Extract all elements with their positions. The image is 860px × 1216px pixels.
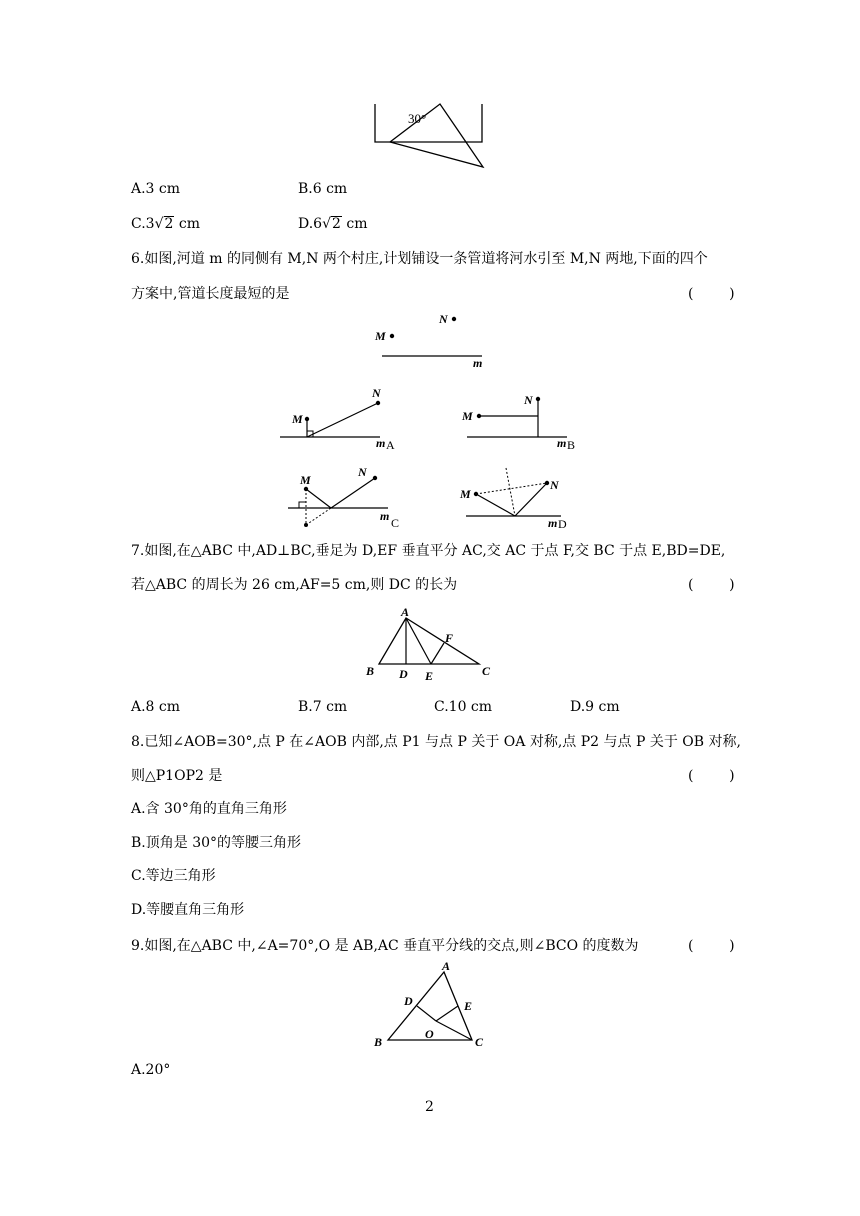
q5-option-d-unit: cm (341, 216, 368, 232)
q5-option-d-coef: D.6 (298, 216, 323, 232)
q9-label-c: C (475, 1035, 484, 1049)
q6-answer-blank: ( ) (688, 286, 735, 302)
q7-answer-blank: ( ) (688, 577, 735, 593)
q6c-option-letter: C (391, 516, 400, 530)
q6-stem-line2: 方案中,管道长度最短的是 (131, 286, 290, 302)
q6c-label-n: N (358, 465, 367, 479)
q6b-label-m: M (462, 409, 473, 423)
q6-main-figure (370, 310, 500, 370)
q6-option-b-figure (462, 385, 587, 455)
q6-option-c-figure (285, 462, 410, 534)
q6-label-m-point: M (375, 329, 386, 343)
q6-option-a-figure (280, 385, 405, 455)
q7-label-d: D (399, 667, 408, 681)
sqrt-icon: √ (154, 216, 164, 232)
q8-stem-line2: 则△P1OP2 是 (131, 768, 223, 784)
q5-option-c-unit: cm (174, 216, 200, 232)
q7-option-a: A.8 cm (131, 699, 181, 715)
q5-angle-label: 30° (408, 111, 427, 126)
q9-stem-line1: 9.如图,在△ABC 中,∠A=70°,O 是 AB,AC 垂直平分线的交点,则∠BCO 的度数为 (131, 938, 639, 954)
sqrt-icon: √ (322, 216, 332, 232)
q6b-option-letter: B (567, 438, 576, 452)
q6-option-d-figure (458, 462, 583, 534)
q7-label-e: E (425, 669, 434, 683)
q6d-label-m: M (460, 487, 471, 501)
q7-label-a: A (401, 605, 410, 619)
q5-option-d (298, 215, 368, 233)
q7-label-b: B (366, 664, 375, 678)
q6b-label-n: N (524, 393, 533, 407)
q6-stem-line1: 6.如图,河道 m 的同侧有 M,N 两个村庄,计划铺设一条管道将河水引至 M,N 两地,下面的四个 (131, 251, 708, 267)
q6-label-n-point: N (439, 312, 448, 326)
q5-option-c-coef: C.3 (131, 216, 155, 232)
q5-option-b: B.6 cm (298, 181, 348, 197)
q7-figure (362, 606, 502, 684)
q6d-label-river: m (548, 516, 558, 530)
q7-stem-line1: 7.如图,在△ABC 中,AD⊥BC,垂足为 D,EF 垂直平分 AC,交 AC 于点 F,交 BC 于点 E,BD=DE, (131, 543, 726, 559)
q6b-label-river: m (557, 436, 567, 450)
q9-label-d: D (404, 994, 413, 1008)
q9-label-e: E (464, 999, 473, 1013)
q9-label-b: B (374, 1035, 383, 1049)
q7-label-f: F (445, 631, 454, 645)
q7-option-c: C.10 cm (434, 699, 493, 715)
q6d-option-letter: D (558, 517, 567, 531)
q5-figure (370, 104, 495, 170)
q7-label-c: C (482, 664, 491, 678)
q9-label-a: A (442, 959, 451, 973)
q6c-label-m: M (300, 473, 311, 487)
q5-option-a: A.3 cm (131, 181, 181, 197)
q9-option-a: A.20° (131, 1062, 171, 1078)
q5-option-c-radicand: 2 (164, 216, 174, 232)
q5-option-c (131, 215, 200, 233)
q8-option-b: B.顶角是 30°的等腰三角形 (131, 835, 302, 851)
q6d-label-n: N (550, 478, 559, 492)
q6a-label-n: N (372, 386, 381, 400)
page-number: 2 (425, 1099, 434, 1115)
q7-option-d: D.9 cm (570, 699, 620, 715)
q5-option-d-radicand: 2 (332, 216, 341, 232)
q8-option-c: C.等边三角形 (131, 868, 216, 884)
q6c-label-river: m (380, 509, 390, 523)
q6-label-river: m (473, 356, 483, 370)
q8-answer-blank: ( ) (688, 768, 735, 784)
q9-figure (372, 960, 492, 1052)
q8-option-d: D.等腰直角三角形 (131, 902, 245, 918)
q8-stem-line1: 8.已知∠AOB=30°,点 P 在∠AOB 内部,点 P1 与点 P 关于 OA 对称,点 P2 与点 P 关于 OB 对称, (131, 734, 741, 750)
q6a-label-river: m (376, 436, 386, 450)
q7-stem-line2: 若△ABC 的周长为 26 cm,AF=5 cm,则 DC 的长为 (131, 577, 458, 593)
q6a-option-letter: A (386, 438, 395, 452)
q9-answer-blank: ( ) (688, 938, 735, 954)
q8-option-a: A.含 30°角的直角三角形 (131, 801, 287, 817)
q6a-label-m: M (292, 412, 303, 426)
q7-option-b: B.7 cm (298, 699, 348, 715)
q9-label-o: O (425, 1027, 434, 1041)
